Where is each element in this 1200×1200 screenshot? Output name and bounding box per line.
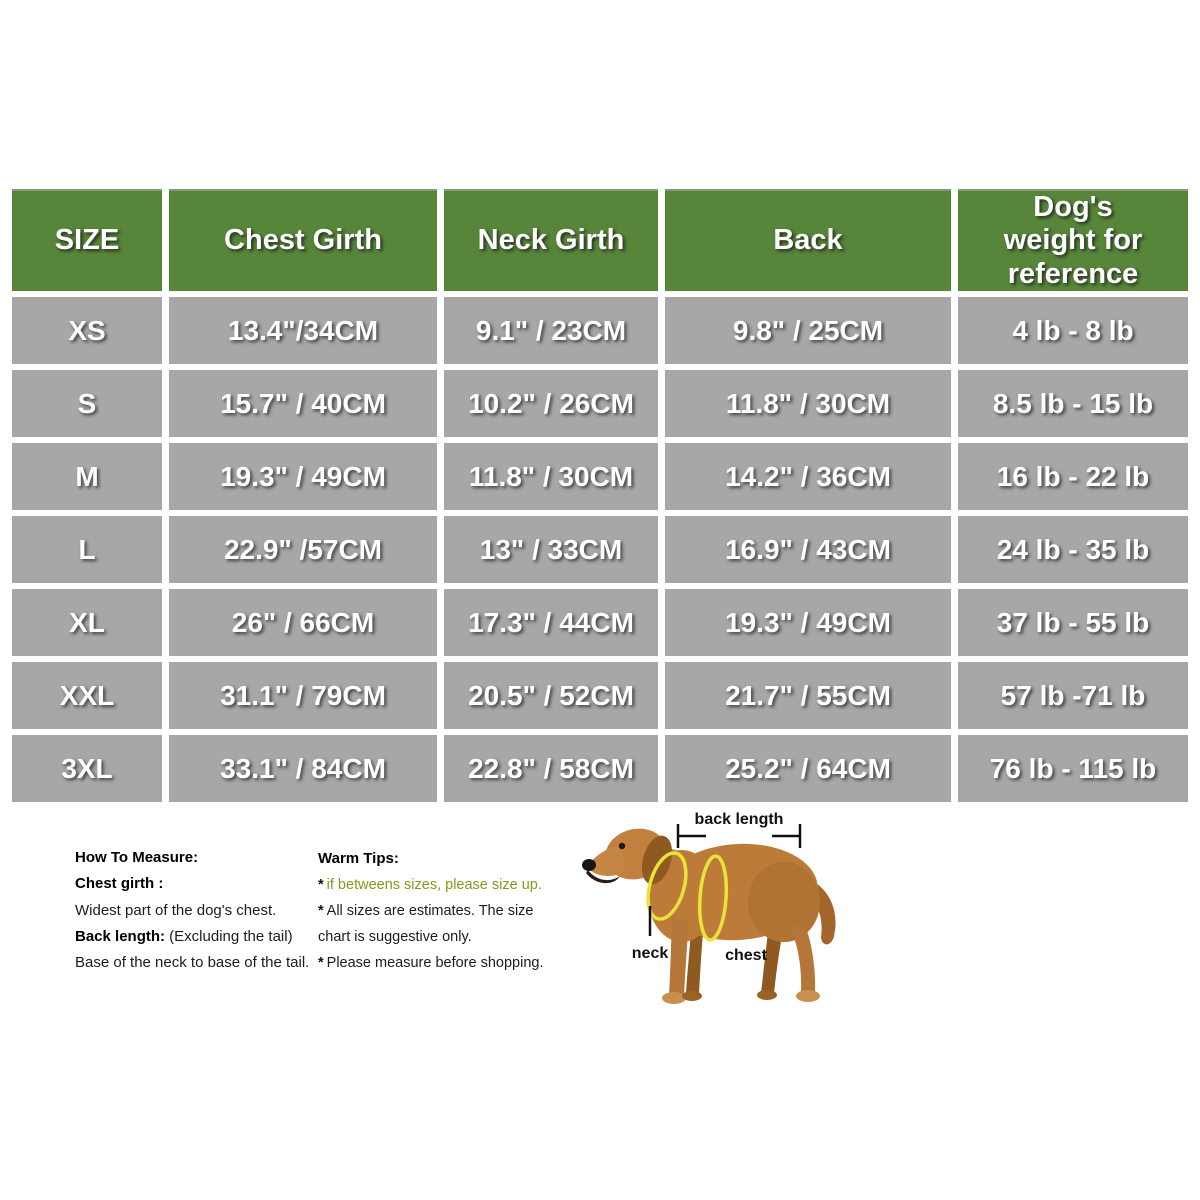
cell-chest: 22.9" /57CM [169, 516, 437, 583]
warm-tip-3-text: Please measure before shopping. [326, 955, 544, 972]
warm-tips-section [318, 845, 563, 976]
cell-weight: 16 lb - 22 lb [958, 443, 1188, 510]
table-row-xs [12, 297, 1188, 364]
col-header-chest: Chest Girth [169, 189, 437, 291]
back-length-note: (Excluding the tail) [165, 927, 293, 945]
col-header-back: Back [665, 189, 951, 291]
cell-size: S [12, 370, 162, 437]
chest-girth-label: Chest girth : [75, 875, 164, 893]
cell-size: 3XL [12, 735, 162, 802]
cell-weight: 8.5 lb - 15 lb [958, 370, 1188, 437]
cell-back: 11.8" / 30CM [665, 370, 951, 437]
cell-chest: 26" / 66CM [169, 589, 437, 656]
neck-diagram-label: neck [631, 945, 669, 962]
chest-girth-description: Widest part of the dog's chest. [75, 901, 277, 919]
cell-back: 16.9" / 43CM [665, 516, 951, 583]
cell-weight: 37 lb - 55 lb [958, 589, 1188, 656]
bullet-icon: * [318, 955, 324, 972]
cell-chest: 15.7" / 40CM [169, 370, 437, 437]
cell-neck: 9.1" / 23CM [444, 297, 658, 364]
bullet-icon: * [318, 877, 324, 893]
warm-tips-title: Warm Tips: [318, 850, 399, 867]
how-to-measure-title: How To Measure: [75, 849, 199, 866]
table-row-xxl [12, 662, 1188, 729]
cell-chest: 33.1" / 84CM [169, 735, 437, 802]
size-table [5, 183, 1195, 808]
cell-neck: 13" / 33CM [444, 516, 658, 583]
table-row-l [12, 516, 1188, 583]
col-header-size: SIZE [12, 189, 162, 291]
cell-neck: 11.8" / 30CM [444, 443, 658, 510]
col-header-weight: Dog's weight for reference [958, 189, 1188, 291]
cell-weight: 24 lb - 35 lb [958, 516, 1188, 583]
cell-size: M [12, 443, 162, 510]
cell-neck: 17.3" / 44CM [444, 589, 658, 656]
cell-neck: 10.2" / 26CM [444, 370, 658, 437]
warm-tip-2 [318, 898, 563, 950]
cell-weight: 4 lb - 8 lb [958, 297, 1188, 364]
back-length-line [75, 924, 335, 950]
warm-tip-1 [318, 872, 563, 898]
warm-tip-1-text: if betweens sizes, please size up. [326, 877, 542, 893]
back-length-diagram-label: back length [694, 811, 784, 828]
table-row-m [12, 443, 1188, 510]
cell-chest: 19.3" / 49CM [169, 443, 437, 510]
bullet-icon: * [318, 903, 324, 920]
warm-tip-3 [318, 950, 563, 976]
cell-size: L [12, 516, 162, 583]
cell-chest: 13.4"/34CM [169, 297, 437, 364]
cell-size: XXL [12, 662, 162, 729]
table-row-s [12, 370, 1188, 437]
cell-neck: 22.8" / 58CM [444, 735, 658, 802]
dog-measurement-diagram [570, 786, 870, 1018]
dog-illustration [570, 786, 870, 1018]
how-to-measure-section [75, 845, 335, 976]
cell-chest: 31.1" / 79CM [169, 662, 437, 729]
dog-eye [619, 843, 625, 849]
cell-size: XL [12, 589, 162, 656]
cell-back: 25.2" / 64CM [665, 735, 951, 802]
cell-weight: 57 lb -71 lb [958, 662, 1188, 729]
table-row-xl [12, 589, 1188, 656]
cell-back: 14.2" / 36CM [665, 443, 951, 510]
chest-diagram-label: chest [725, 947, 767, 964]
table-header-row [12, 189, 1188, 291]
back-length-description: Base of the neck to base of the tail. [75, 954, 310, 971]
col-header-neck: Neck Girth [444, 189, 658, 291]
back-length-label: Back length: [75, 927, 166, 945]
cell-back: 19.3" / 49CM [665, 589, 951, 656]
warm-tip-2-text: All sizes are estimates. The size chart is suggestive only. [318, 903, 534, 946]
cell-neck: 20.5" / 52CM [444, 662, 658, 729]
cell-size: XS [12, 297, 162, 364]
dog-nose [582, 859, 596, 871]
cell-back: 9.8" / 25CM [665, 297, 951, 364]
cell-weight: 76 lb - 115 lb [958, 735, 1188, 802]
cell-back: 21.7" / 55CM [665, 662, 951, 729]
